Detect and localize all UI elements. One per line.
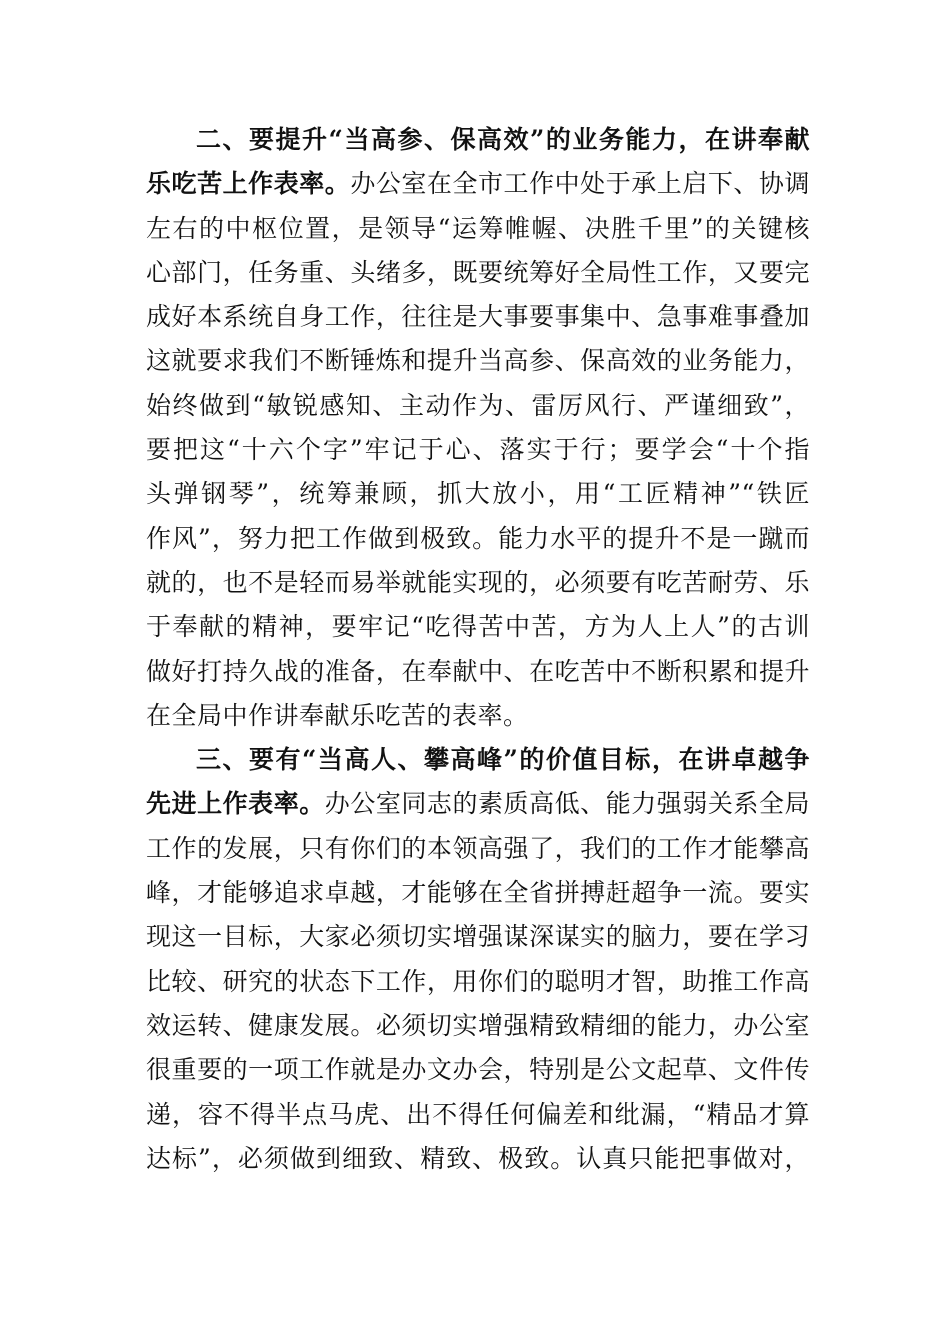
paragraph-2-line: 心部门，任务重、头绪多，既要统筹好全局性工作，又要完 [146,257,810,287]
paragraph-2-heading-line-2: 乐吃苦上作表率。 [146,169,351,199]
paragraph-3-line-2-text: 办公室同志的素质高低、能力强弱关系全局 [324,789,810,819]
paragraph-2 [146,118,810,738]
paragraph-3-line: 现这一目标，大家必须切实增强谋深谋实的脑力，要在学习 [146,922,810,952]
paragraph-3-heading-line-1: 三、要有“当高人、攀高峰”的价值目标，在讲卓越争 [196,745,810,775]
paragraph-3-line-2 [146,782,810,826]
paragraph-2-line: 就的，也不是轻而易举就能实现的，必须要有吃苦耐劳、乐 [146,567,810,597]
paragraph-2-heading-line-1: 二、要提升“当高参、保高效”的业务能力，在讲奉献 [196,125,810,154]
paragraph-3-line: 效运转、健康发展。必须切实增强精致精细的能力，办公室 [146,1010,810,1040]
paragraph-3 [146,738,810,1181]
paragraph-3-line: 工作的发展，只有你们的本领高强了，我们的工作才能攀高 [146,833,810,863]
paragraph-2-line: 做好打持久战的准备，在奉献中、在吃苦中不断积累和提升 [146,656,810,686]
paragraph-3-line: 比较、研究的状态下工作，用你们的聪明才智，助推工作高 [146,966,810,996]
paragraph-2-line: 要把这“十六个字”牢记于心、落实于行；要学会“十个指 [146,435,810,465]
paragraph-2-line: 于奉献的精神，要牢记“吃得苦中苦，方为人上人”的古训 [146,612,810,642]
paragraph-2-line: 始终做到“敏锐感知、主动作为、雷厉风行、严谨细致”， [146,390,810,420]
paragraph-2-line: 成好本系统自身工作，往往是大事要事集中、急事难事叠加 [146,302,810,332]
paragraph-2-line-2 [146,162,810,206]
paragraph-3-line: 递，容不得半点马虎、出不得任何偏差和纰漏，“精品才算 [146,1099,810,1129]
paragraph-2-line: 这就要求我们不断锤炼和提升当高参、保高效的业务能力， [146,346,810,376]
document-page [146,118,810,1181]
paragraph-3-line: 很重要的一项工作就是办文办会，特别是公文起草、文件传 [146,1055,810,1085]
paragraph-2-line: 作风”，努力把工作做到极致。能力水平的提升不是一蹴而 [146,523,810,553]
paragraph-2-line: 头弹钢琴”，统筹兼顾，抓大放小，用“工匠精神”“铁匠 [146,479,810,509]
paragraph-2-line: 左右的中枢位置，是领导“运筹帷幄、决胜千里”的关键核 [146,213,810,243]
paragraph-2-line-2-text: 办公室在全市工作中处于承上启下、协调 [350,169,810,199]
paragraph-3-line: 达标”，必须做到细致、精致、极致。认真只能把事做对， [146,1143,810,1173]
paragraph-3-heading-line-2: 先进上作表率。 [146,789,325,819]
paragraph-2-line: 在全局中作讲奉献乐吃苦的表率。 [146,700,529,730]
paragraph-3-line: 峰，才能够追求卓越，才能够在全省拼搏赶超争一流。要实 [146,878,810,908]
